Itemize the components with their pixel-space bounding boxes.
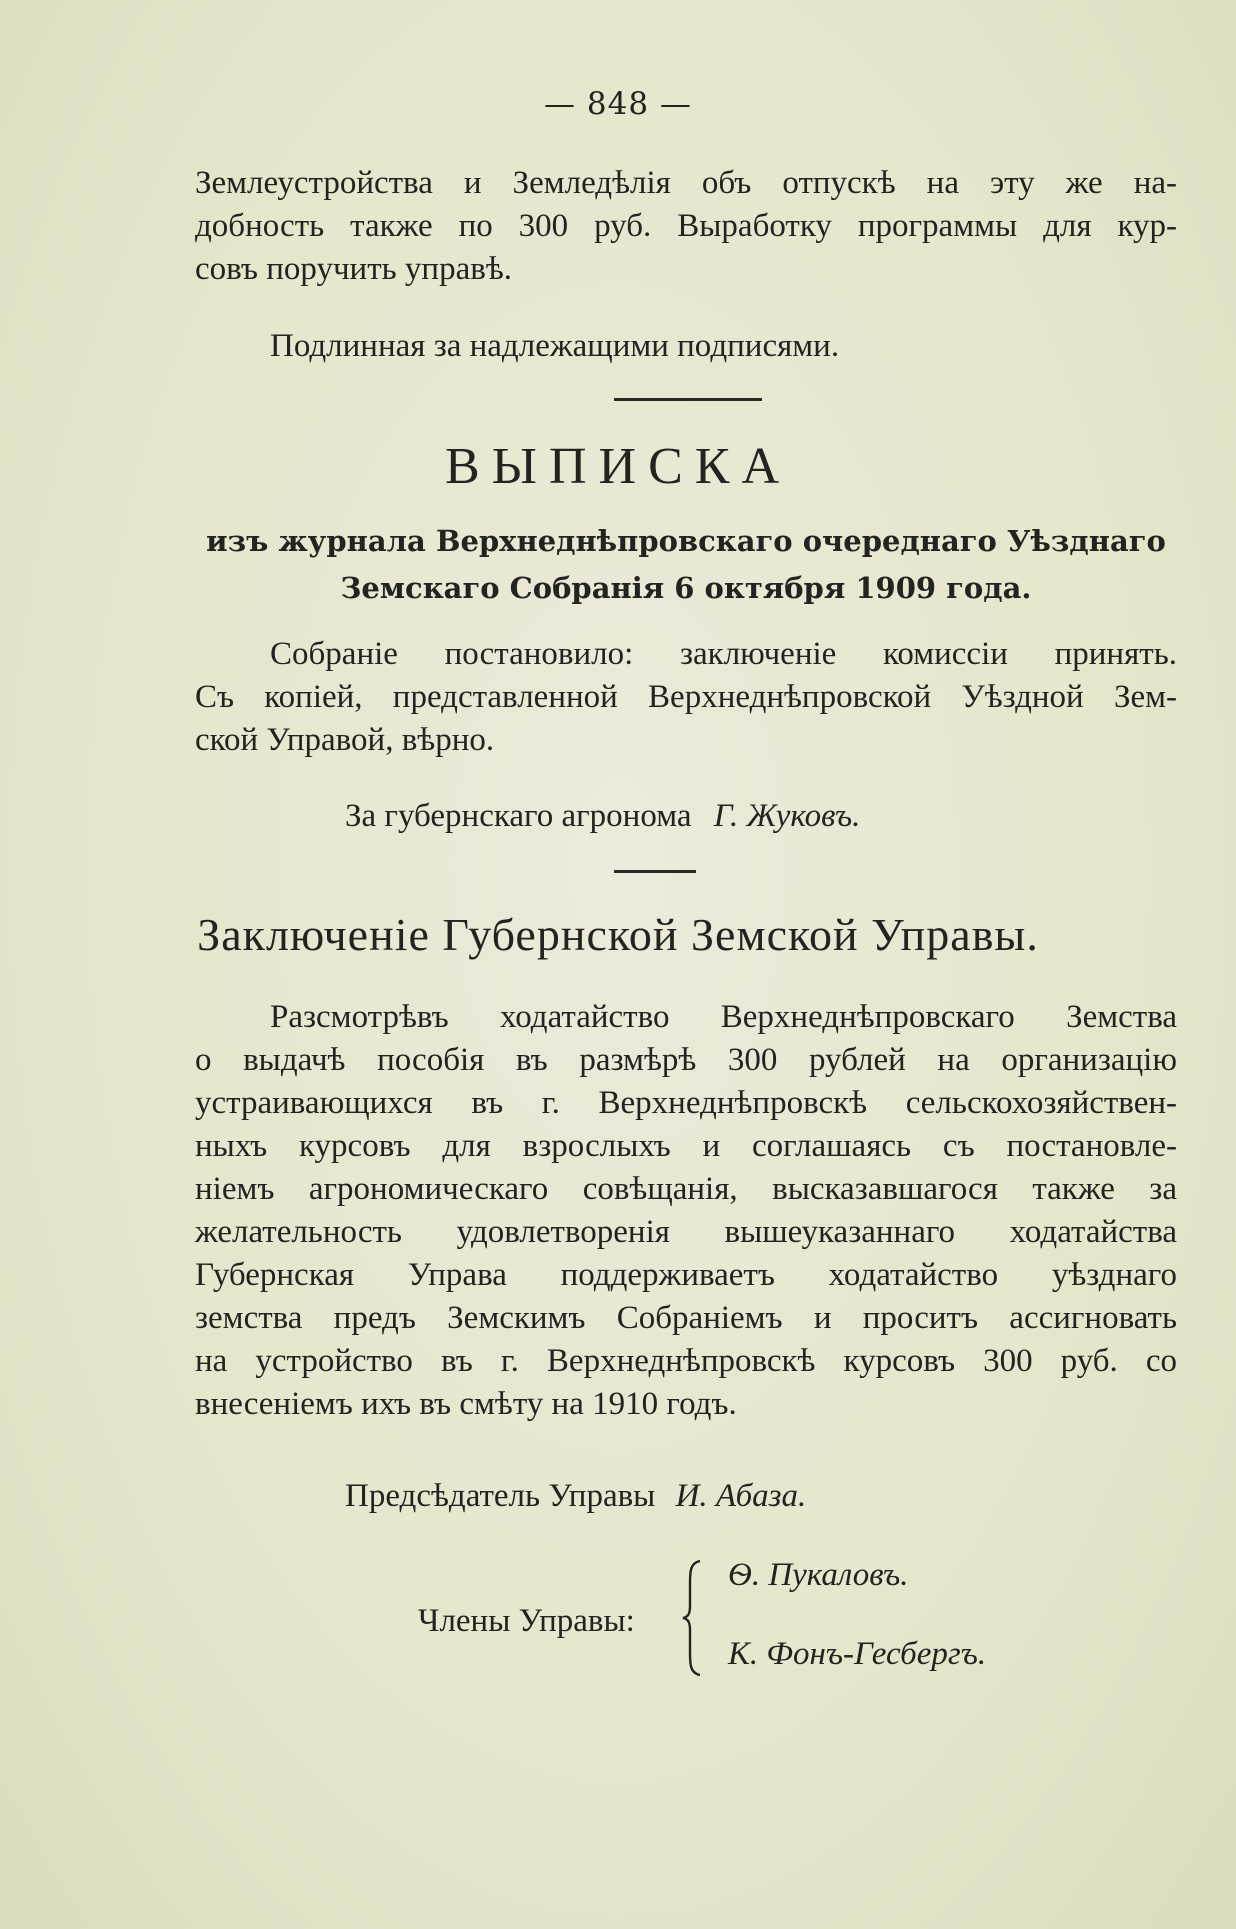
text-line: совъ поручить управѣ. [195,251,512,287]
text-line: Съ копіей, представленной Верхнеднѣпровской Уѣздной Зем- [195,679,1177,715]
agronomist-signature [345,798,860,835]
text-line: устраивающихся въ г. Верхнеднѣпровскѣ сельскохозяйствен- [195,1085,1177,1121]
divider [614,398,762,401]
text-line: добность также по 300 руб. Выработку программы для кур- [195,208,1177,244]
text-line: Разсмотрѣвъ ходатайство Верхнеднѣпровскаго Земства [270,999,1177,1035]
text-line: ныхъ курсовъ для взрослыхъ и соглашаясь съ постановле- [195,1128,1177,1164]
page-number: — 848 — [544,86,692,122]
conclusion-paragraph [195,996,1177,1426]
signed-note: Подлинная за надлежащими подписями. [270,328,840,364]
paragraph-continuation [195,162,1177,291]
chairman-name: И. Абаза. [675,1478,807,1514]
text-line: Губернская Управа поддерживаетъ ходатайство уѣзднаго [195,1257,1177,1293]
chairman-signature [345,1478,806,1515]
signature-name: Г. Жуковъ. [713,798,861,834]
curly-brace [680,1558,706,1678]
text-line: внесеніемъ ихъ въ смѣту на 1910 годъ. [195,1386,737,1422]
text-line: ніемъ агрономическаго совѣщанія, высказавшагося также за [195,1171,1177,1207]
conclusion-title: Заключеніе Губернской Земской Управы. [197,909,1039,960]
text-line: земства предъ Земскимъ Собраніемъ и проситъ ассигновать [195,1300,1177,1336]
extract-paragraph [195,633,1177,762]
signature-prefix: За губернскаго агронома [345,798,692,834]
chairman-prefix: Предсѣдатель Управы [345,1478,656,1514]
text-line: желательность удовлетворенія вышеуказаннаго ходатайства [195,1214,1177,1250]
text-line: ской Управой, вѣрно. [195,722,495,758]
members-label: Члены Управы: [418,1603,635,1639]
text-line: о выдачѣ пособія въ размѣрѣ 300 рублей на организацію [195,1042,1177,1078]
text-line: на устройство въ г. Верхнеднѣпровскѣ курсовъ 300 руб. со [195,1343,1177,1379]
divider [614,870,696,873]
member-name: К. Фонъ-Гесбергъ. [728,1636,987,1672]
text-line: Собраніе постановило: заключеніе комиссіи принять. [270,636,1177,672]
extract-subtitle-line2: Земскаго Собранія 6 октября 1909 года. [340,571,1032,605]
extract-title: ВЫПИСКА [444,438,792,495]
text-line: Землеустройства и Земледѣлія объ отпускѣ на эту же на- [195,165,1177,201]
extract-subtitle-line1: изъ журнала Верхнеднѣпровскаго очереднаго Уѣзднаго [206,524,1166,558]
member-name: Ѳ. Пукаловъ. [728,1557,909,1593]
